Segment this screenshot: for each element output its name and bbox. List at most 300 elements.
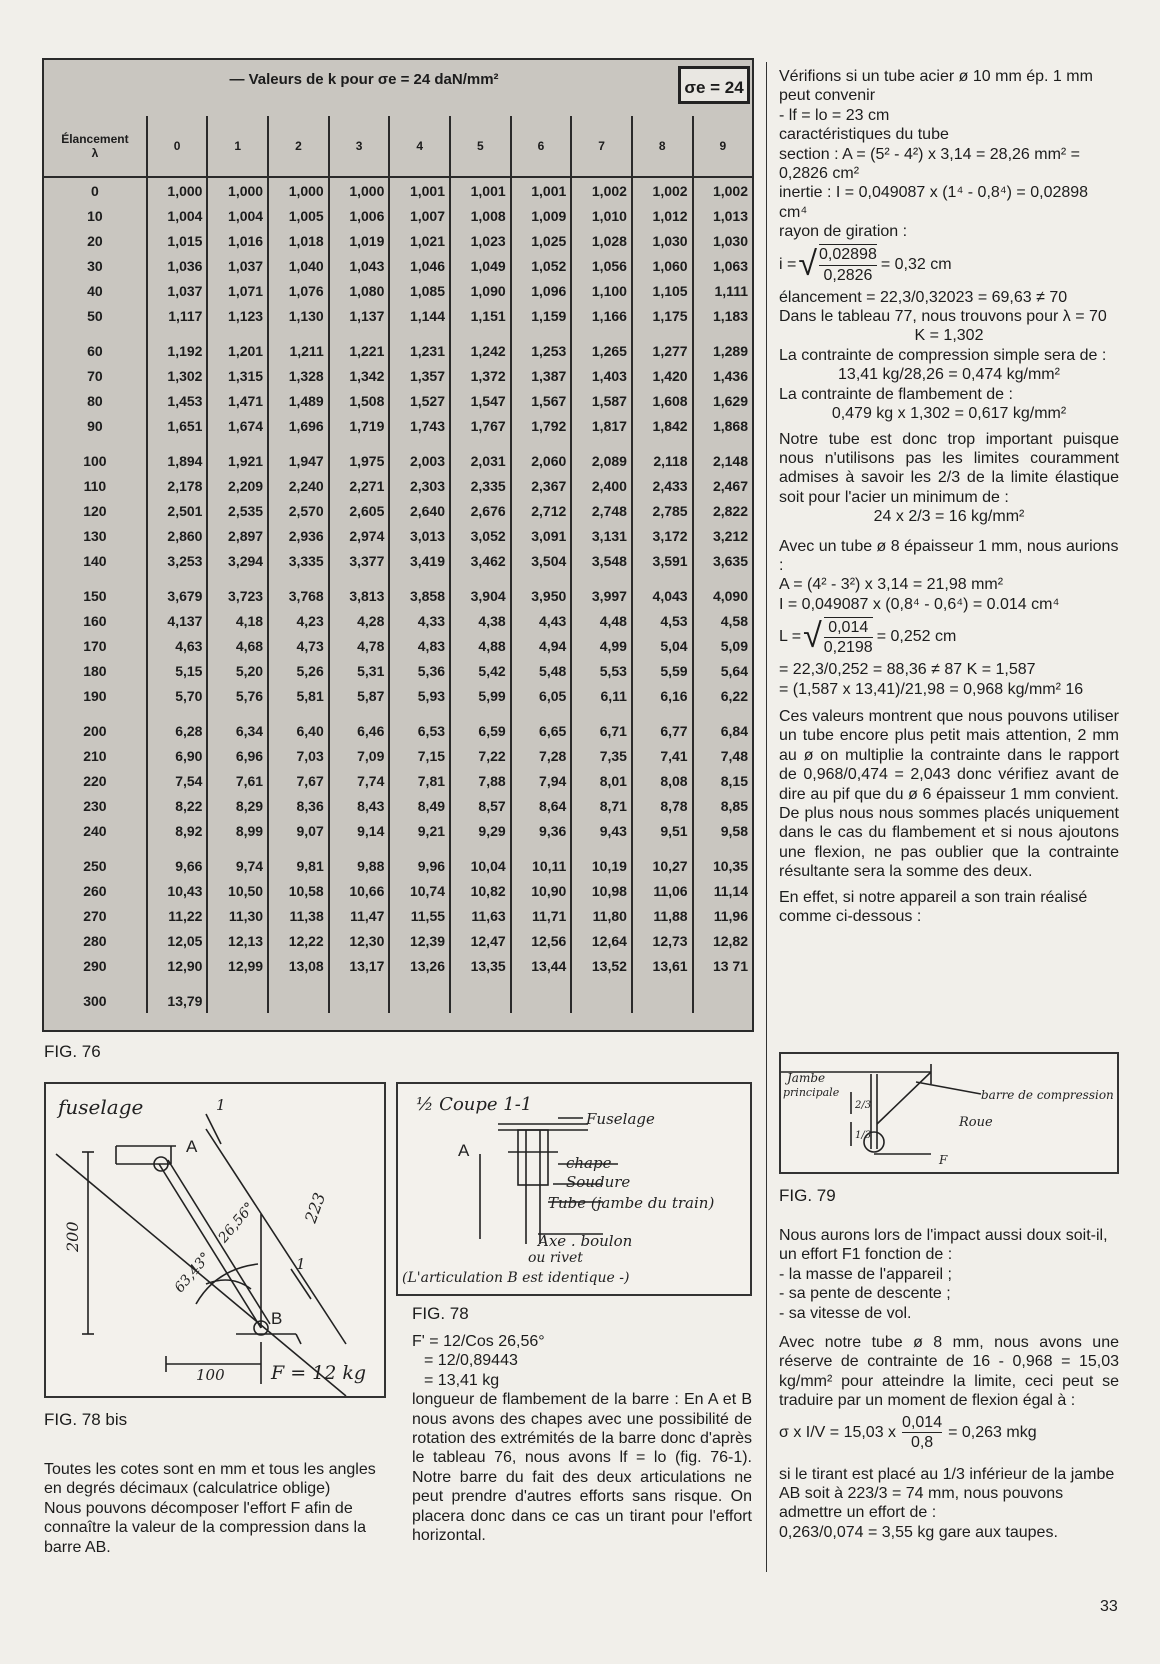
table-cell: 9,96: [389, 843, 450, 878]
table-cell: [571, 978, 632, 1013]
table-cell: 10,98: [571, 878, 632, 903]
r1-numerator: 0,02898: [819, 245, 877, 265]
table-cell: 1,060: [632, 253, 693, 278]
row-lambda: 110: [83, 477, 107, 494]
table-cell: 1,587: [571, 388, 632, 413]
table-cell: 4,090: [693, 573, 752, 608]
table-cell: 4,68: [207, 633, 268, 658]
table-cell: 8,15: [693, 768, 752, 793]
row-lambda: 40: [87, 282, 103, 299]
table-cell: 2,240: [268, 473, 329, 498]
table-cell: 4,28: [329, 608, 390, 633]
right-line-26: - sa vitesse de vol.: [779, 1304, 912, 1322]
table-cell: 13,61: [632, 953, 693, 978]
table-cell: 1,028: [571, 228, 632, 253]
table-cell: 9,74: [207, 843, 268, 878]
table-cell: 6,40: [268, 708, 329, 743]
table-cell: 5,42: [450, 658, 511, 683]
header-col-0: 0: [147, 116, 208, 177]
table-cell: 13,35: [450, 953, 511, 978]
row-lambda: 180: [83, 662, 107, 679]
table-row: [44, 473, 752, 498]
table-cell: 1,842: [632, 413, 693, 438]
table-cell: 3,377: [329, 548, 390, 573]
header-col-1: 1: [207, 116, 268, 177]
moment-result: = 0,263 mkg: [948, 1423, 1037, 1441]
right-line-06: rayon de giration :: [779, 223, 908, 241]
table-cell: 4,94: [511, 633, 572, 658]
table-cell: 1,629: [693, 388, 752, 413]
table-cell: 2,676: [450, 498, 511, 523]
table-row: [44, 523, 752, 548]
right-line-10: La contrainte de compression simple sera de :: [779, 346, 1107, 364]
table-cell: 3,253: [147, 548, 208, 573]
table-cell: 2,501: [147, 498, 208, 523]
right-line-28: si le tirant est placé au 1/3 inférieur de la jambe AB soit à 223/3 = 74 mm, nous pouvons admettre un effort de :: [779, 1465, 1115, 1522]
fig78-svg: [398, 1084, 750, 1294]
row-lambda: 190: [83, 687, 107, 704]
table-cell: 1,508: [329, 388, 390, 413]
fig79-svg: [781, 1054, 1117, 1172]
table-cell: 6,71: [571, 708, 632, 743]
table-cell: 1,015: [147, 228, 208, 253]
table-row: [44, 388, 752, 413]
table-cell: 7,03: [268, 743, 329, 768]
table-cell: 2,060: [511, 438, 572, 473]
table-row: [44, 573, 752, 608]
table-cell: 4,83: [389, 633, 450, 658]
table-cell: 3,548: [571, 548, 632, 573]
table-cell: 11,22: [147, 903, 208, 928]
table-cell: 8,22: [147, 793, 208, 818]
row-lambda: 90: [87, 417, 103, 434]
table-cell: 4,137: [147, 608, 208, 633]
table-row: [44, 903, 752, 928]
table-cell: 3,052: [450, 523, 511, 548]
table-cell: 4,78: [329, 633, 390, 658]
table-cell: 7,67: [268, 768, 329, 793]
sigma-label-box: σe = 24: [678, 66, 750, 104]
right-line-01: Vérifions si un tube acier ø 10 mm ép. 1 mm peut convenir: [779, 68, 1093, 105]
table-cell: 3,335: [268, 548, 329, 573]
table-cell: 12,22: [268, 928, 329, 953]
table-cell: 7,09: [329, 743, 390, 768]
right-line-18: I = 0,049087 x (0,8⁴ - 0,6⁴) = 0.014 cm⁴: [779, 595, 1060, 613]
header-col-5: 5: [450, 116, 511, 177]
table-cell: 1,105: [632, 278, 693, 303]
table-cell: 8,29: [207, 793, 268, 818]
table-row: [44, 278, 752, 303]
sqrt-icon: √: [803, 617, 822, 656]
right-line-20: = (1,587 x 13,41)/21,98 = 0,968 kg/mm² 16: [779, 680, 1084, 698]
table-cell: 12,30: [329, 928, 390, 953]
table-cell: 11,80: [571, 903, 632, 928]
table-cell: 8,85: [693, 793, 752, 818]
table-cell: [632, 978, 693, 1013]
table-cell: 5,87: [329, 683, 390, 708]
fig79-jambe: Jambe: [787, 1071, 826, 1085]
table-cell: 1,159: [511, 303, 572, 328]
table-cell: 9,66: [147, 843, 208, 878]
table-cell: 1,100: [571, 278, 632, 303]
table-cell: 1,000: [207, 177, 268, 203]
r1-result: = 0,32 cm: [880, 255, 952, 273]
table-cell: 12,05: [147, 928, 208, 953]
table-row: [44, 608, 752, 633]
table-cell: 3,419: [389, 548, 450, 573]
table-cell: 3,768: [268, 573, 329, 608]
table-cell: 6,84: [693, 708, 752, 743]
table-cell: 10,19: [571, 843, 632, 878]
table-cell: 1,117: [147, 303, 208, 328]
fig78-tube: Tube (jambe du train): [548, 1194, 715, 1212]
table-cell: 1,547: [450, 388, 511, 413]
table-cell: 1,090: [450, 278, 511, 303]
table-cell: 8,43: [329, 793, 390, 818]
fig78bis-one-a: 1: [216, 1096, 226, 1114]
table-cell: 8,64: [511, 793, 572, 818]
table-row: [44, 928, 752, 953]
table-cell: 2,785: [632, 498, 693, 523]
table-cell: 1,868: [693, 413, 752, 438]
table-cell: 4,43: [511, 608, 572, 633]
table-cell: 1,608: [632, 388, 693, 413]
table-cell: 1,000: [147, 177, 208, 203]
table-cell: 2,467: [693, 473, 752, 498]
header-lambda: [44, 116, 147, 177]
table-cell: 4,18: [207, 608, 268, 633]
right-line-11: 13,41 kg/28,26 = 0,474 kg/mm²: [838, 366, 1060, 384]
right-text-column-lower: [779, 1226, 1119, 1542]
row-lambda: 60: [87, 342, 103, 359]
table-cell: 5,48: [511, 658, 572, 683]
r2-denominator: 0,2198: [823, 639, 873, 657]
fig78bis-point-a: A: [186, 1137, 198, 1156]
table-row: [44, 633, 752, 658]
left-paragraph-1: Toutes les cotes sont en mm et tous les angles en degrés décimaux (calculatrice oblige): [44, 1461, 376, 1498]
table-cell: 8,49: [389, 793, 450, 818]
table-cell: 2,089: [571, 438, 632, 473]
table-cell: 11,96: [693, 903, 752, 928]
table-cell: 8,92: [147, 818, 208, 843]
moment-fraction: [902, 1413, 942, 1453]
table-cell: 7,94: [511, 768, 572, 793]
row-lambda: 80: [87, 392, 103, 409]
table-cell: 1,023: [450, 228, 511, 253]
table-cell: 11,63: [450, 903, 511, 928]
table-cell: 3,591: [632, 548, 693, 573]
table-cell: 1,012: [632, 203, 693, 228]
table-cell: 5,20: [207, 658, 268, 683]
table-cell: 3,131: [571, 523, 632, 548]
table-cell: 12,56: [511, 928, 572, 953]
table-cell: 10,04: [450, 843, 511, 878]
table-row: [44, 253, 752, 278]
table-cell: 1,046: [389, 253, 450, 278]
k-values-table-panel: [42, 58, 754, 1032]
table-cell: 1,289: [693, 328, 752, 363]
table-cell: 1,277: [632, 328, 693, 363]
header-col-8: 8: [632, 116, 693, 177]
table-cell: 4,23: [268, 608, 329, 633]
table-cell: 1,743: [389, 413, 450, 438]
table-cell: 4,53: [632, 608, 693, 633]
table-cell: 1,056: [571, 253, 632, 278]
table-cell: [329, 978, 390, 1013]
table-cell: 1,002: [632, 177, 693, 203]
fig78-fuselage: Fuselage: [586, 1110, 655, 1128]
table-cell: 4,58: [693, 608, 752, 633]
table-cell: 1,403: [571, 363, 632, 388]
table-cell: 1,016: [207, 228, 268, 253]
table-cell: 1,211: [268, 328, 329, 363]
row-lambda: 0: [91, 182, 99, 199]
right-text-column: [779, 67, 1119, 926]
table-row: [44, 303, 752, 328]
table-cell: 1,063: [693, 253, 752, 278]
table-cell: 12,99: [207, 953, 268, 978]
table-cell: 1,921: [207, 438, 268, 473]
table-cell: 2,209: [207, 473, 268, 498]
table-cell: 6,22: [693, 683, 752, 708]
table-row: [44, 548, 752, 573]
table-cell: 4,88: [450, 633, 511, 658]
middle-text-column: [412, 1332, 752, 1545]
table-cell: [268, 978, 329, 1013]
table-cell: 1,674: [207, 413, 268, 438]
table-cell: 5,53: [571, 658, 632, 683]
table-cell: 1,792: [511, 413, 572, 438]
radius-formula-2: [779, 614, 1119, 660]
table-cell: [207, 978, 268, 1013]
table-cell: 2,003: [389, 438, 450, 473]
table-cell: 10,35: [693, 843, 752, 878]
table-cell: 1,894: [147, 438, 208, 473]
row-lambda: 120: [83, 502, 107, 519]
r1-prefix: i =: [779, 255, 797, 273]
table-cell: 4,38: [450, 608, 511, 633]
fig78bis-svg: [46, 1084, 384, 1396]
table-cell: 1,004: [207, 203, 268, 228]
r2-fraction: [824, 617, 873, 658]
table-cell: 1,315: [207, 363, 268, 388]
table-cell: 12,73: [632, 928, 693, 953]
r2-result: = 0,252 cm: [876, 628, 957, 646]
table-cell: 5,36: [389, 658, 450, 683]
fig78-label: FIG. 78: [412, 1304, 469, 1323]
table-cell: 7,81: [389, 768, 450, 793]
table-cell: 3,013: [389, 523, 450, 548]
table-cell: 5,76: [207, 683, 268, 708]
table-cell: 8,71: [571, 793, 632, 818]
table-cell: 1,527: [389, 388, 450, 413]
table-cell: 1,096: [511, 278, 572, 303]
table-cell: 8,01: [571, 768, 632, 793]
table-cell: 7,74: [329, 768, 390, 793]
table-cell: 1,010: [571, 203, 632, 228]
table-cell: 1,201: [207, 328, 268, 363]
mid-eq-2: = 12/0,89443: [424, 1352, 518, 1370]
left-paragraph-2: Nous pouvons décomposer l'effort F afin de connaître la valeur de la compression dans la barre AB.: [44, 1499, 366, 1556]
table-cell: 1,037: [207, 253, 268, 278]
table-cell: 9,43: [571, 818, 632, 843]
fig78-point-a: A: [458, 1141, 470, 1160]
table-cell: 11,71: [511, 903, 572, 928]
table-cell: 3,635: [693, 548, 752, 573]
table-cell: 10,43: [147, 878, 208, 903]
table-cell: 8,99: [207, 818, 268, 843]
table-cell: 1,567: [511, 388, 572, 413]
table-cell: 1,231: [389, 328, 450, 363]
fig78-chape: chape: [566, 1154, 612, 1172]
table-cell: 2,570: [268, 498, 329, 523]
table-cell: 7,61: [207, 768, 268, 793]
table-row: [44, 203, 752, 228]
table-cell: 2,860: [147, 523, 208, 548]
table-cell: 12,90: [147, 953, 208, 978]
table-cell: 1,947: [268, 438, 329, 473]
row-lambda: 270: [83, 907, 107, 924]
table-cell: 7,22: [450, 743, 511, 768]
right-line-27: Avec notre tube ø 8 mm, nous avons une réserve de contrainte de 16 - 0,968 = 15,03 kg/mm² pour atteindre la limite, ceci peut se traduire par un moment de flexion égal à :: [779, 1334, 1119, 1410]
radius-formula-1: [779, 242, 1119, 288]
fig78bis-one-b: 1: [296, 1255, 306, 1273]
right-line-13: 0,479 kg x 1,302 = 0,617 kg/mm²: [831, 405, 1067, 423]
table-cell: 2,400: [571, 473, 632, 498]
table-cell: 1,037: [147, 278, 208, 303]
table-cell: 13,44: [511, 953, 572, 978]
table-row: [44, 683, 752, 708]
table-cell: 1,489: [268, 388, 329, 413]
table-cell: 9,36: [511, 818, 572, 843]
table-row: [44, 177, 752, 203]
fig79-f: F: [939, 1153, 948, 1167]
k-values-table: [44, 116, 752, 1013]
table-cell: 3,504: [511, 548, 572, 573]
table-cell: 1,002: [693, 177, 752, 203]
table-cell: 1,052: [511, 253, 572, 278]
right-line-04: section : A = (5² - 4²) x 3,14 = 28,26 mm² = 0,2826 cm²: [779, 145, 1081, 183]
table-row: [44, 743, 752, 768]
table-cell: [389, 978, 450, 1013]
table-cell: 2,748: [571, 498, 632, 523]
table-cell: 12,39: [389, 928, 450, 953]
fig78-drawing: [396, 1082, 752, 1296]
table-cell: 5,99: [450, 683, 511, 708]
table-cell: 4,043: [632, 573, 693, 608]
table-cell: 1,000: [329, 177, 390, 203]
table-cell: 2,335: [450, 473, 511, 498]
table-row: [44, 228, 752, 253]
table-cell: 3,813: [329, 573, 390, 608]
right-line-08: Dans le tableau 77, nous trouvons pour λ = 70: [779, 308, 1107, 326]
fig79-d1: 2/3: [855, 1100, 872, 1111]
fig79-barre: barre de compression: [981, 1088, 1114, 1102]
table-cell: 7,88: [450, 768, 511, 793]
table-cell: 1,183: [693, 303, 752, 328]
fig78bis-dim-200: 200: [63, 1221, 82, 1252]
table-row: [44, 793, 752, 818]
header-col-3: 3: [329, 116, 390, 177]
right-line-12: La contrainte de flambement de :: [779, 385, 1013, 403]
table-cell: 1,111: [693, 278, 752, 303]
table-cell: 3,904: [450, 573, 511, 608]
table-cell: 2,640: [389, 498, 450, 523]
header-col-7: 7: [571, 116, 632, 177]
table-cell: 1,242: [450, 328, 511, 363]
row-lambda: 230: [83, 797, 107, 814]
table-cell: 8,57: [450, 793, 511, 818]
table-cell: 2,605: [329, 498, 390, 523]
table-cell: 1,005: [268, 203, 329, 228]
table-cell: 1,000: [268, 177, 329, 203]
table-cell: 1,008: [450, 203, 511, 228]
table-cell: 9,81: [268, 843, 329, 878]
table-cell: 1,144: [389, 303, 450, 328]
table-cell: 1,471: [207, 388, 268, 413]
table-cell: 12,64: [571, 928, 632, 953]
header-label-elancement: Élancement: [61, 132, 129, 146]
fig78bis-angle-1: 26,56°: [215, 1199, 259, 1246]
table-cell: 4,63: [147, 633, 208, 658]
table-cell: 1,007: [389, 203, 450, 228]
table-cell: 1,696: [268, 413, 329, 438]
fig76-label: FIG. 76: [44, 1042, 101, 1061]
right-line-29: 0,263/0,074 = 3,55 kg gare aux taupes.: [779, 1523, 1058, 1541]
table-cell: 1,651: [147, 413, 208, 438]
right-line-24: - la masse de l'appareil ;: [779, 1265, 952, 1283]
moment-numerator: 0,014: [902, 1413, 942, 1433]
table-cell: 11,06: [632, 878, 693, 903]
fig78-note: (L'articulation B est identique -): [402, 1270, 630, 1286]
table-cell: 10,82: [450, 878, 511, 903]
table-cell: 1,013: [693, 203, 752, 228]
table-cell: 1,357: [389, 363, 450, 388]
table-cell: 11,55: [389, 903, 450, 928]
table-cell: 8,08: [632, 768, 693, 793]
table-cell: 5,70: [147, 683, 208, 708]
table-cell: 12,13: [207, 928, 268, 953]
table-cell: 3,294: [207, 548, 268, 573]
table-cell: 9,14: [329, 818, 390, 843]
table-cell: 5,59: [632, 658, 693, 683]
header-label-lambda: λ: [91, 146, 99, 160]
table-cell: 11,38: [268, 903, 329, 928]
table-row: [44, 413, 752, 438]
table-row: [44, 438, 752, 473]
table-cell: 5,04: [632, 633, 693, 658]
fig78bis-dim-100: 100: [196, 1366, 225, 1384]
table-cell: 5,93: [389, 683, 450, 708]
r2-numerator: 0,014: [824, 618, 873, 638]
table-cell: 9,07: [268, 818, 329, 843]
table-cell: 1,151: [450, 303, 511, 328]
table-cell: 3,950: [511, 573, 572, 608]
header-col-4: 4: [389, 116, 450, 177]
table-cell: 6,28: [147, 708, 208, 743]
fig79-drawing: [779, 1052, 1119, 1174]
table-cell: 6,05: [511, 683, 572, 708]
table-cell: [693, 978, 752, 1013]
table-cell: 1,009: [511, 203, 572, 228]
row-lambda: 210: [83, 747, 107, 764]
table-cell: 5,64: [693, 658, 752, 683]
table-cell: 6,34: [207, 708, 268, 743]
table-row: [44, 878, 752, 903]
table-cell: 3,858: [389, 573, 450, 608]
table-cell: 6,46: [329, 708, 390, 743]
right-line-14: Notre tube est donc trop important puisque nous n'utilisons pas les limites couramment admises à savoir les 2/3 de la limite élastique soit pour l'acier un minimum de :: [779, 430, 1119, 506]
